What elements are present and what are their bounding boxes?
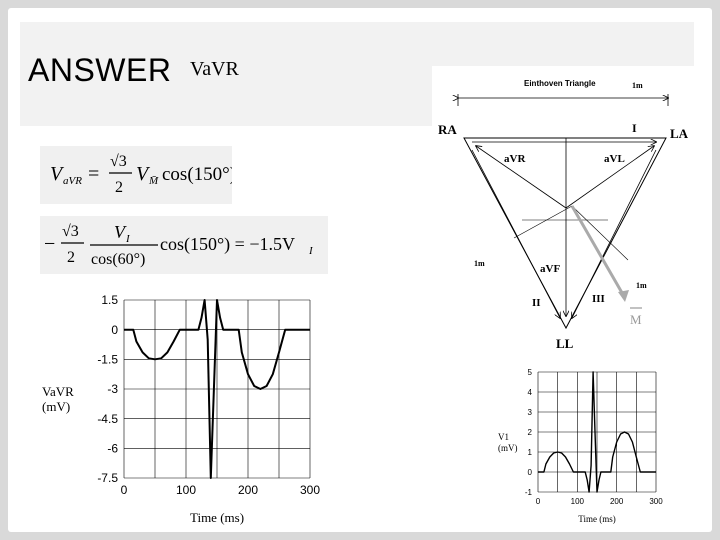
eq1-equals: = [88, 163, 100, 185]
x-tick-label: 200 [609, 497, 624, 506]
x-tick-label: 100 [570, 497, 585, 506]
eq1-den: 2 [115, 179, 123, 196]
eq2-rhs-sub: I [309, 245, 313, 257]
eq1-rhs: cos(150°) [162, 164, 232, 185]
y-tick-label: 0 [111, 322, 118, 337]
equation-1-svg [40, 146, 232, 204]
eq1-lhs-sub: aVR [63, 175, 82, 187]
y-tick-label: -1 [524, 487, 532, 497]
label-avl: aVL [604, 153, 625, 165]
y-tick-label: 1 [527, 447, 532, 457]
y-tick-label: 2 [527, 427, 532, 437]
y-axis-label-line-1: VaVR [42, 384, 74, 399]
y-tick-label: 4 [527, 387, 532, 397]
y-tick-label: 1.5 [101, 293, 118, 308]
einthoven-title: Einthoven Triangle [524, 79, 596, 88]
label-lead-3: III [592, 293, 605, 305]
chart-avr [40, 286, 330, 526]
label-ra: RA [438, 122, 457, 137]
eq2-num2: V [114, 222, 125, 242]
triangle-outline [464, 138, 666, 328]
label-lead-2: II [532, 297, 541, 309]
eq1-num: √3 [110, 153, 127, 170]
projection-line-1 [514, 206, 572, 238]
y-tick-label: -4.5 [97, 411, 118, 426]
eq1-lhs: V [50, 163, 63, 185]
chart-v1 [494, 362, 672, 528]
equation-2 [40, 216, 328, 274]
einthoven-scale-label: 1m [632, 81, 643, 90]
x-tick-label: 300 [299, 483, 321, 497]
y-tick-label: 5 [527, 367, 532, 377]
equation-1 [40, 146, 232, 204]
label-side-left: 1m [474, 259, 485, 268]
m-vector-head [618, 290, 629, 302]
lead-3-arrow [572, 150, 656, 318]
y-tick-label: -7.5 [97, 471, 118, 486]
eq1-vm: V [136, 163, 149, 185]
eq2-num2-sub: I [126, 233, 130, 245]
y-axis-label-line-2: (mV) [498, 443, 518, 453]
eq2-rhs: cos(150°) = −1.5V [160, 234, 295, 254]
x-tick-label: 300 [649, 497, 663, 506]
y-tick-label: -1.5 [97, 352, 118, 367]
y-tick-label: 3 [527, 407, 532, 417]
equation-2-svg [40, 216, 328, 274]
y-tick-label: -3 [107, 382, 118, 397]
label-m-vector: M [630, 312, 642, 327]
einthoven-panel [432, 66, 700, 354]
y-tick-label: 0 [527, 467, 532, 477]
eq2-den1: 2 [67, 249, 75, 266]
chart-v1-panel [494, 362, 672, 528]
x-tick-label: 0 [120, 483, 128, 497]
x-axis-label: Time (ms) [189, 510, 245, 525]
y-axis-label-line-2: (mV) [42, 399, 71, 414]
x-tick-label: 0 [535, 497, 541, 506]
label-la: LA [670, 126, 689, 141]
chart-avr-panel [40, 286, 330, 526]
eq2-den2: cos(60°) [91, 251, 146, 268]
slide-title: ANSWER [28, 52, 172, 88]
eq2-num1: √3 [62, 223, 79, 240]
label-ll: LL [556, 336, 574, 351]
eq2-minus: − [44, 233, 56, 255]
y-tick-label: -6 [107, 441, 118, 456]
x-axis-label: Time (ms) [578, 514, 616, 524]
x-tick-label: 100 [175, 483, 197, 497]
einthoven-svg [432, 66, 700, 354]
x-tick-label: 200 [237, 483, 259, 497]
slide-subtitle: VaVR [190, 58, 239, 80]
label-avr: aVR [504, 153, 526, 165]
lead-2-arrow [472, 150, 560, 318]
label-side-right: 1m [636, 281, 647, 290]
label-lead-1: I [632, 121, 637, 135]
label-avf: aVF [540, 263, 561, 275]
eq1-vm-sub: M̄ [149, 175, 159, 187]
y-axis-label-line-1: V1 [498, 432, 509, 442]
